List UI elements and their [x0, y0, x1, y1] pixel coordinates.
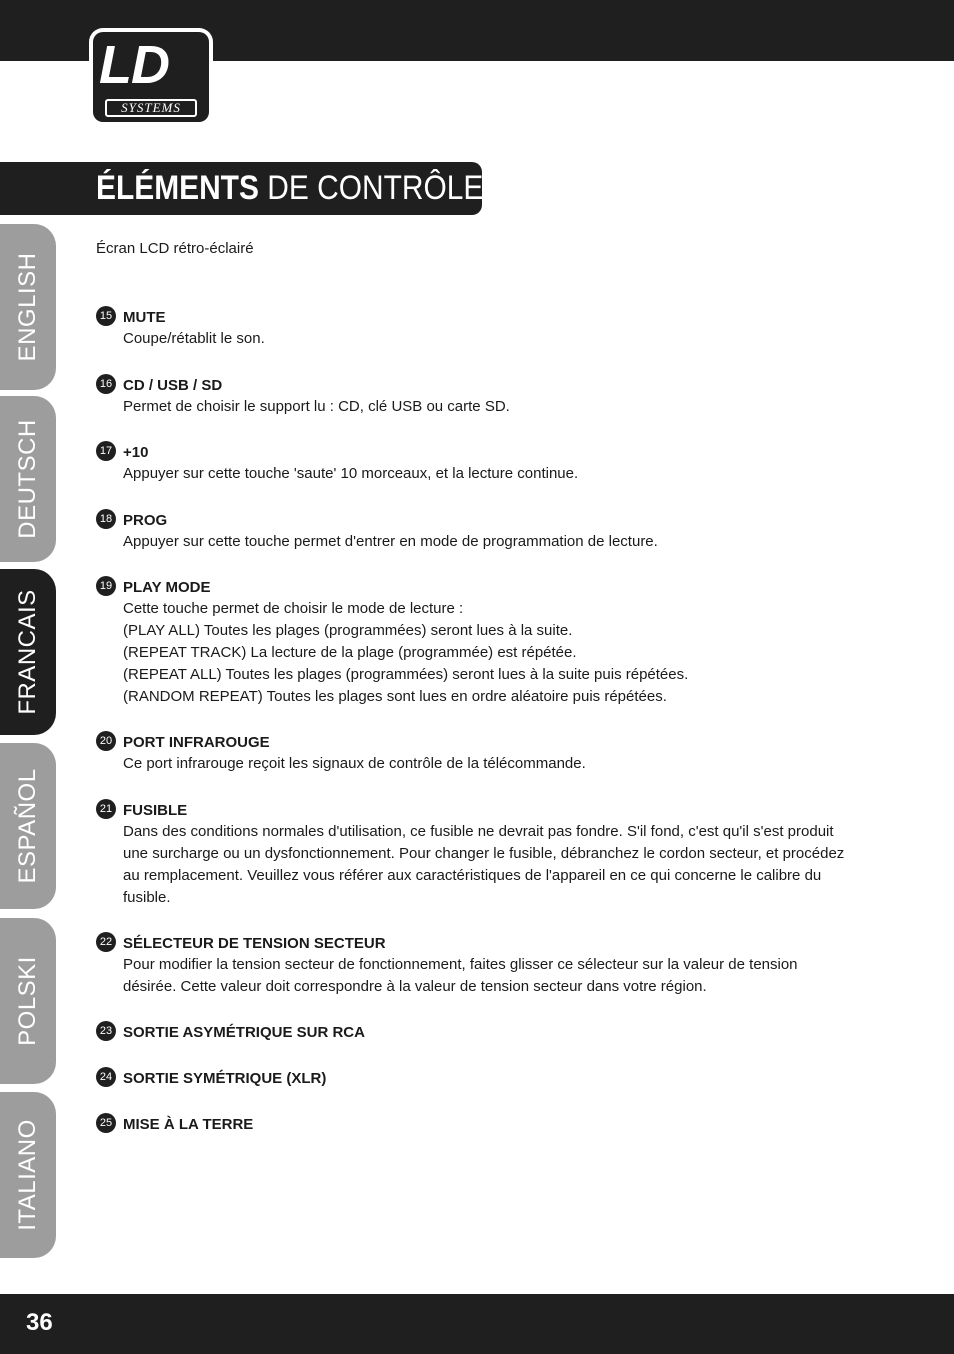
tab-label: ITALIANO [14, 1119, 41, 1231]
page-title [96, 162, 500, 215]
item-17 [96, 442, 866, 485]
item-title: CD / USB / SD [123, 377, 223, 394]
item-number: 22 [96, 932, 116, 952]
description-line: au remplacement. Veuillez vous référer aux caractéristiques de l'appareil en ce qui concerne le calibre du [123, 867, 822, 884]
tab-deutsch[interactable] [0, 396, 56, 562]
page-title-rest: DE CONTRÔLE : [258, 169, 500, 207]
item-title: PROG [123, 512, 168, 529]
item-description [123, 328, 866, 350]
description-line: (REPEAT ALL) Toutes les plages (programmées) seront lues à la suite puis répétées. [123, 666, 689, 683]
item-title: SORTIE SYMÉTRIQUE (XLR) [123, 1070, 327, 1087]
item-description [123, 954, 866, 998]
logo-text: LD [99, 35, 169, 95]
item-number: 25 [96, 1113, 116, 1133]
item-19 [96, 577, 866, 708]
description-line: Permet de choisir le support lu : CD, clé USB ou carte SD. [123, 398, 510, 415]
title-bar [0, 162, 500, 215]
description-line: une surcharge ou un dysfonctionnement. Pour changer le fusible, débranchez le cordon secteur, et procédez [123, 845, 845, 862]
item-title: FUSIBLE [123, 802, 188, 819]
item-title: +10 [123, 444, 149, 461]
item-description [123, 396, 866, 418]
tab-francais[interactable] [0, 569, 56, 735]
description-line: Coupe/rétablit le son. [123, 330, 265, 347]
tab-english[interactable] [0, 224, 56, 390]
item-21 [96, 800, 866, 909]
item-number: 16 [96, 374, 116, 394]
description-line: fusible. [123, 889, 171, 906]
item-description [123, 821, 866, 909]
item-title: SORTIE ASYMÉTRIQUE SUR RCA [123, 1024, 365, 1041]
item-number: 17 [96, 441, 116, 461]
item-25 [96, 1114, 866, 1135]
item-number: 20 [96, 731, 116, 751]
item-22 [96, 933, 866, 998]
description-line: Appuyer sur cette touche 'saute' 10 morceaux, et la lecture continue. [123, 465, 579, 482]
item-number: 18 [96, 509, 116, 529]
tab-label: POLSKI [14, 956, 41, 1046]
description-line: désirée. Cette valeur doit correspondre à la valeur de tension secteur dans votre région. [123, 978, 707, 995]
item-title: PORT INFRAROUGE [123, 734, 270, 751]
page-number: 36 [26, 1309, 53, 1336]
item-title: PLAY MODE [123, 579, 211, 596]
item-title: SÉLECTEUR DE TENSION SECTEUR [123, 935, 386, 952]
tab-polski[interactable] [0, 918, 56, 1084]
tab-espanol[interactable] [0, 743, 56, 909]
description-line: Pour modifier la tension secteur de fonctionnement, faites glisser ce sélecteur sur la valeur de tension [123, 956, 798, 973]
description-line: Ce port infrarouge reçoit les signaux de contrôle de la télécommande. [123, 755, 586, 772]
tab-label: DEUTSCH [14, 419, 41, 539]
item-description [123, 531, 866, 553]
item-number: 21 [96, 799, 116, 819]
description-line: (RANDOM REPEAT) Toutes les plages sont lues en ordre aléatoire puis répétées. [123, 688, 667, 705]
item-number: 24 [96, 1067, 116, 1087]
item-description [123, 598, 866, 708]
description-line: (PLAY ALL) Toutes les plages (programmées) seront lues à la suite. [123, 622, 573, 639]
item-number: 23 [96, 1021, 116, 1041]
page-title-bold: ÉLÉMENTS [96, 169, 259, 207]
tab-label: ESPAÑOL [14, 768, 41, 884]
item-number: 19 [96, 576, 116, 596]
item-description [123, 463, 866, 485]
description-line: Cette touche permet de choisir le mode de lecture : [123, 600, 464, 617]
tab-italiano[interactable] [0, 1092, 56, 1258]
item-18 [96, 510, 866, 553]
intro-text: Écran LCD rétro-éclairé [96, 240, 254, 257]
tab-label: FRANCAIS [14, 589, 41, 715]
item-15 [96, 307, 866, 350]
bottom-bar [0, 1294, 954, 1354]
tab-label: ENGLISH [14, 252, 41, 362]
item-23 [96, 1022, 866, 1043]
description-line: Dans des conditions normales d'utilisation, ce fusible ne devrait pas fondre. S'il fond, c'est qu'il s'est produit [123, 823, 834, 840]
item-description [123, 753, 866, 775]
item-16 [96, 375, 866, 418]
logo-subtext: SYSTEMS [105, 99, 197, 117]
ld-systems-logo [89, 28, 213, 126]
item-24 [96, 1068, 866, 1089]
item-number: 15 [96, 306, 116, 326]
item-title: MISE À LA TERRE [123, 1116, 254, 1133]
item-20 [96, 732, 866, 775]
description-line: Appuyer sur cette touche permet d'entrer en mode de programmation de lecture. [123, 533, 658, 550]
description-line: (REPEAT TRACK) La lecture de la plage (programmée) est répétée. [123, 644, 577, 661]
item-title: MUTE [123, 309, 166, 326]
